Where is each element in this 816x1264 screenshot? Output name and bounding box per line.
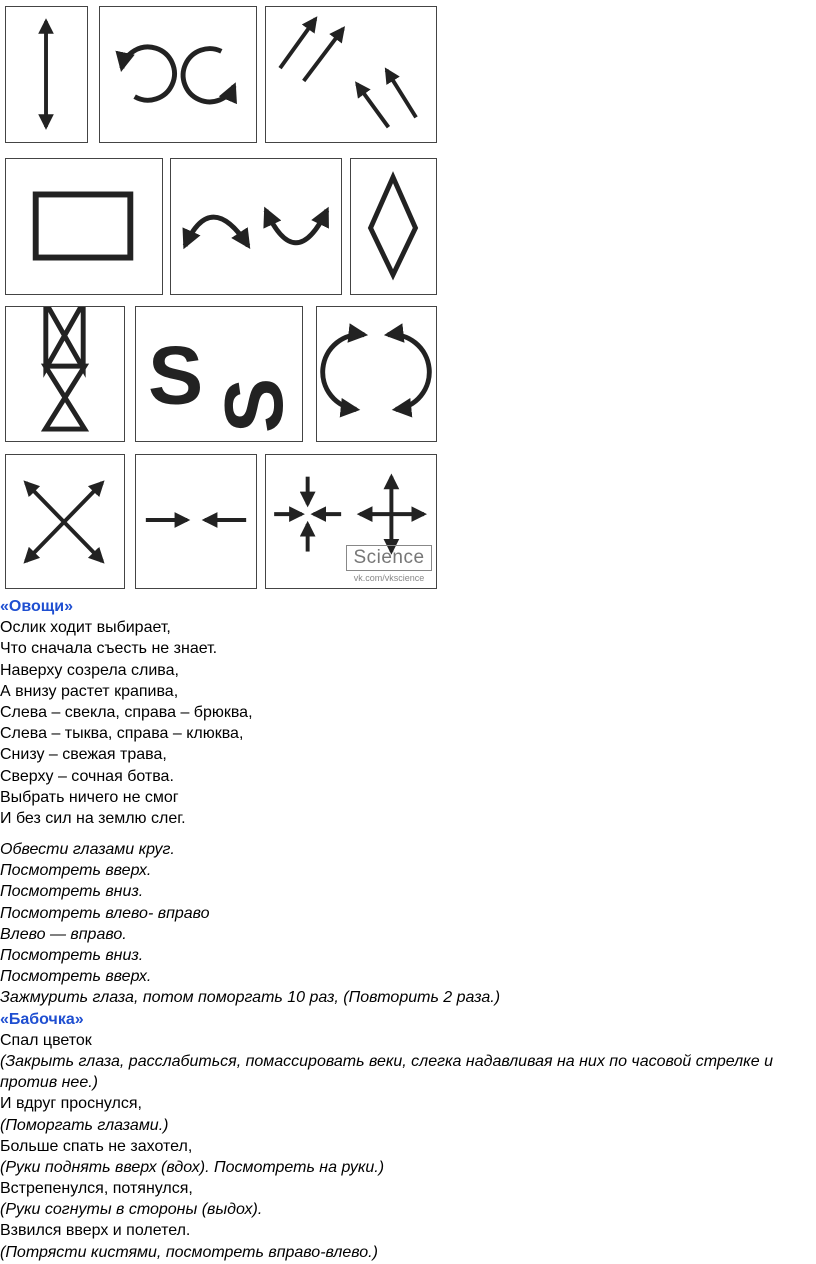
panel-diagonal-arrows <box>265 6 437 143</box>
watermark-title: Science <box>353 547 425 568</box>
instruction-line: Обвести глазами круг. <box>0 841 175 859</box>
poem-line: И вдруг проснулся, <box>0 1095 142 1113</box>
watermark-url: vk.com/vkscience <box>353 573 425 583</box>
instruction-line: (Поморгать глазами.) <box>0 1116 169 1134</box>
svg-text:S: S <box>207 377 301 434</box>
eye-exercise-diagram <box>0 0 440 595</box>
panel-s-letters <box>135 306 303 442</box>
panel-circular-arrows <box>316 306 437 442</box>
poem-line: Что сначала съесть не знает. <box>0 640 218 658</box>
poem-line: Слева – тыква, справа – клюква, <box>0 725 244 743</box>
panel-rectangle <box>5 158 163 295</box>
instruction-line: (Потрясти кистями, посмотреть вправо-влево.) <box>0 1243 378 1261</box>
poem-line: Взвился вверх и полетел. <box>0 1222 191 1240</box>
panel-circle-arrows <box>99 6 257 143</box>
poem-title-vegetables: «Овощи» <box>0 598 73 615</box>
poem-butterfly-lines <box>0 1030 816 1263</box>
instruction-line: Посмотреть вверх. <box>0 862 152 880</box>
poem-line: Слева – свекла, справа – брюква, <box>0 703 253 721</box>
poem-line: Больше спать не захотел, <box>0 1137 193 1155</box>
poem-title-butterfly: «Бабочка» <box>0 1010 84 1028</box>
poem-vegetables-lines <box>0 617 816 829</box>
poem-line: Выбрать ничего не смог <box>0 788 179 806</box>
watermark <box>346 545 432 587</box>
poem-line: А внизу растет крапива, <box>0 682 179 700</box>
exercise-instructions <box>0 839 816 1009</box>
panel-converging-arrows <box>135 454 257 589</box>
poem-line: И без сил на землю слег. <box>0 809 186 827</box>
instruction-line: (Руки поднять вверх (вдох). Посмотреть на руки.) <box>0 1158 385 1176</box>
instruction-line: Посмотреть вверх. <box>0 968 152 986</box>
panel-x-arrows <box>5 454 125 589</box>
panel-arc-arrows <box>170 158 342 295</box>
instruction-line: (Закрыть глаза, расслабиться, помассировать веки, слегка надавливая на них по часовой стрелке и против нее.) <box>0 1052 773 1092</box>
panel-hourglass <box>5 306 125 442</box>
panel-up-down-arrow <box>5 6 88 143</box>
instruction-line: (Руки согнуты в стороны (выдох). <box>0 1201 263 1219</box>
document-text <box>0 596 816 1263</box>
instruction-line: Посмотреть влево- вправо <box>0 904 210 922</box>
instruction-line: Зажмурить глаза, потом поморгать 10 раз, (Повторить 2 раза.) <box>0 989 501 1007</box>
panel-diamond <box>350 158 437 295</box>
poem-line: Спал цветок <box>0 1031 92 1049</box>
poem-line: Наверху созрела слива, <box>0 661 179 679</box>
poem-line: Сверху – сочная ботва. <box>0 767 174 785</box>
svg-text:S: S <box>148 328 204 422</box>
poem-line: Снизу – свежая трава, <box>0 746 167 764</box>
poem-line: Ослик ходит выбирает, <box>0 619 171 637</box>
instruction-line: Посмотреть вниз. <box>0 947 144 964</box>
instruction-line: Посмотреть вниз. <box>0 883 144 901</box>
instruction-line: Влево — вправо. <box>0 925 127 943</box>
poem-line: Встрепенулся, потянулся, <box>0 1180 193 1198</box>
